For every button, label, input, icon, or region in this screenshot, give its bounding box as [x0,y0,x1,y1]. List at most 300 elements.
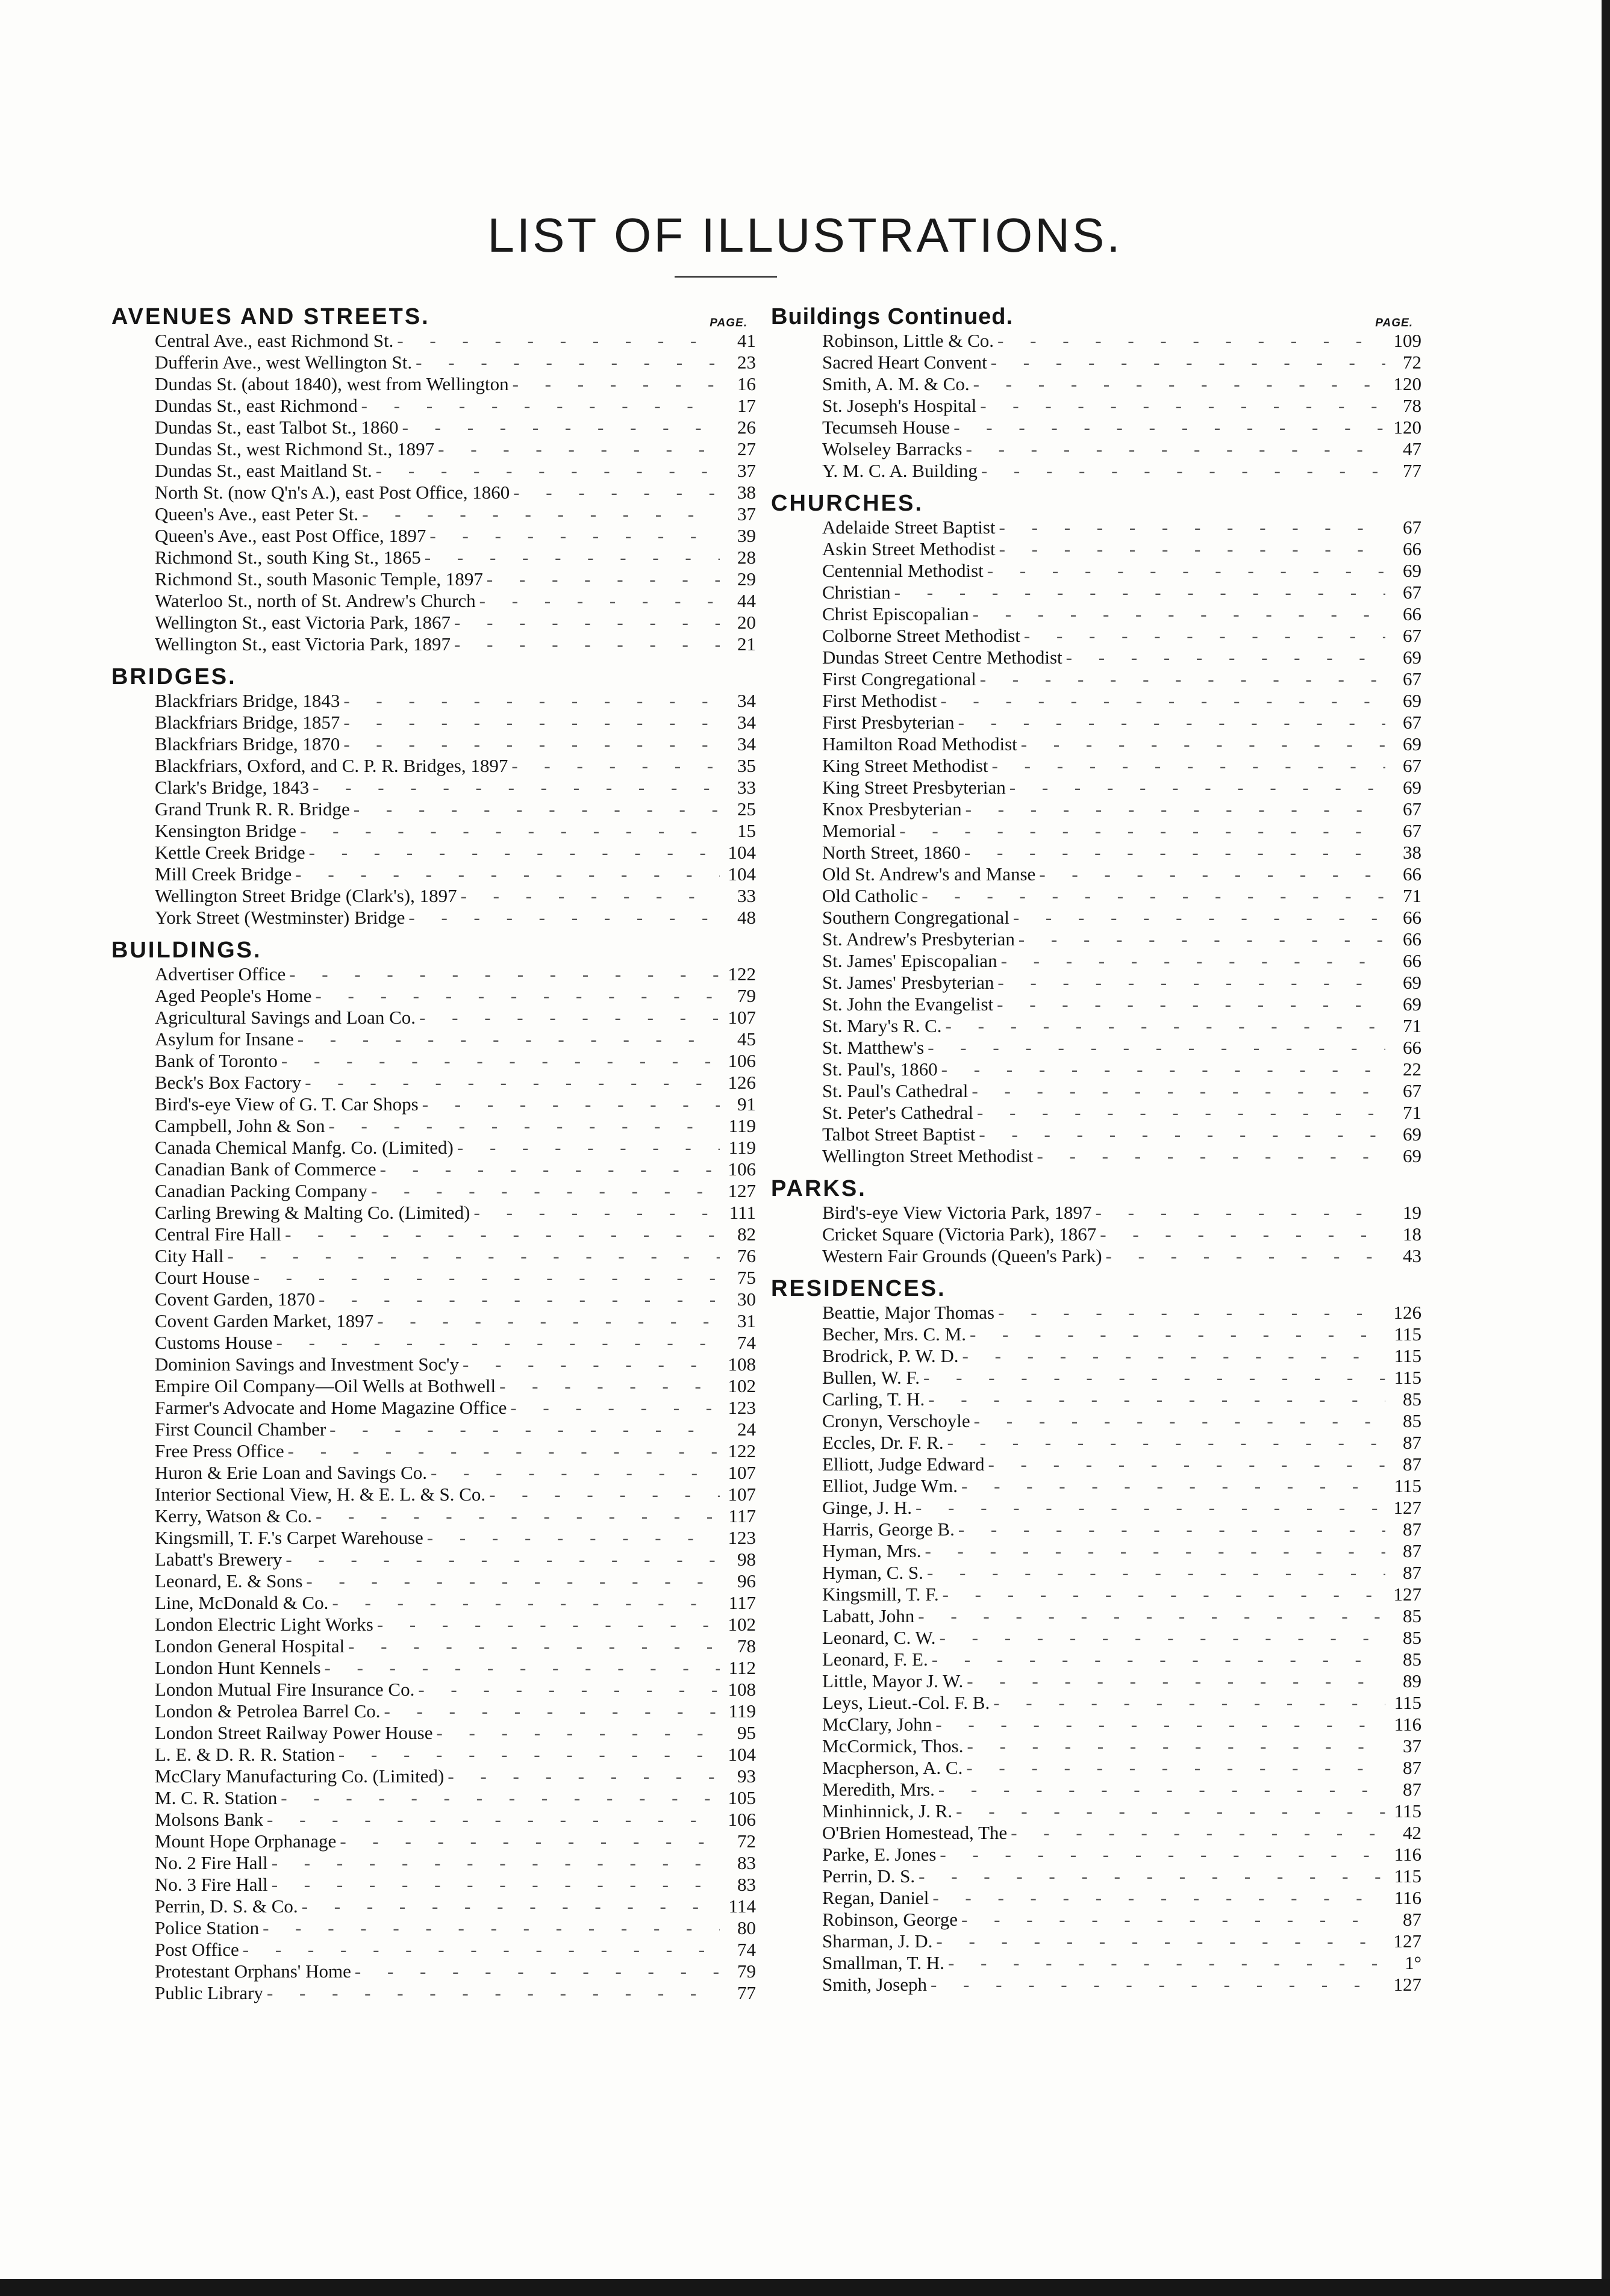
page-number: 37 [1403,1735,1421,1756]
page-number: 106 [728,1809,756,1830]
entry-label: London Electric Light Works [155,1614,373,1635]
entry-label: Tecumseh House [822,417,950,438]
leader-dashes [1006,777,1385,798]
leader-dashes [968,1080,1385,1102]
list-item [771,1584,1421,1605]
entry-label: Smith, A. M. & Co. [822,373,970,394]
entry-list [771,1202,1421,1267]
page-number: 35 [737,755,756,776]
list-item [771,907,1421,929]
entry-label: Advertiser Office [155,963,286,985]
page-number: 43 [1403,1245,1421,1266]
entry-label: Queen's Ave., east Peter St. [155,503,359,524]
entry-label: London & Petrolea Barrel Co. [155,1700,381,1722]
list-item [111,1831,756,1852]
list-item [111,547,756,568]
entry-list [771,330,1421,482]
entry-label: Line, McDonald & Co. [155,1592,329,1613]
page-number: 79 [737,985,756,1006]
entry-label: Kingsmill, T. F. [822,1584,939,1605]
entry-label: Bank of Toronto [155,1050,278,1071]
entry-label: North St. (now Q'n's A.), east Post Office, 1860 [155,482,510,503]
entry-label: Post Office [155,1939,239,1960]
page-number: 117 [728,1505,756,1526]
page-number: 107 [728,1484,756,1505]
page-number: 87 [1403,1562,1421,1583]
leader-dashes [381,1700,720,1722]
page-number: 89 [1403,1670,1421,1691]
leader-dashes [969,603,1385,625]
list-item [111,733,756,755]
leader-dashes [963,1670,1385,1692]
leader-dashes [284,1440,720,1462]
page-number: 115 [1394,1367,1421,1388]
list-item [771,1757,1421,1779]
list-item [111,1224,756,1245]
leader-dashes [936,1844,1385,1865]
list-item [111,590,756,612]
entry-label: North Street, 1860 [822,842,961,863]
page-number: 74 [737,1332,756,1353]
list-item [111,1332,756,1354]
entry-label: Little, Mayor J. W. [822,1670,964,1691]
page-number: 76 [737,1245,756,1266]
scan-edge-right [1602,0,1610,2296]
page-number: 44 [737,590,756,611]
entry-list [771,1302,1421,1996]
page-number: 96 [737,1570,756,1591]
entry-label: Blackfriars Bridge, 1857 [155,712,340,733]
page-number: 34 [737,690,756,711]
leader-dashes [1015,929,1385,950]
list-item [771,712,1421,733]
list-item [111,842,756,863]
leader-dashes [984,1454,1385,1475]
leader-dashes [1102,1245,1385,1267]
leader-dashes [326,1419,720,1440]
list-item [111,1007,756,1028]
page-number: 115 [1394,1865,1421,1887]
list-item [771,1692,1421,1714]
entry-label: Adelaide Street Baptist [822,517,996,538]
entry-label: Becher, Mrs. C. M. [822,1324,966,1345]
leader-dashes [376,1159,720,1180]
entry-label: First Council Chamber [155,1419,326,1440]
page-number: 79 [737,1961,756,1982]
list-item [111,1722,756,1744]
leader-dashes [277,1787,720,1809]
list-item [771,668,1421,690]
leader-dashes [1096,1224,1385,1245]
entry-label: Covent Garden Market, 1897 [155,1310,374,1331]
leader-dashes [937,690,1385,712]
leader-dashes [351,1961,720,1982]
page-number: 98 [737,1549,756,1570]
page-number: 66 [1403,950,1421,971]
page-number: 93 [737,1766,756,1787]
leader-dashes [994,330,1385,352]
leader-dashes [345,1635,720,1657]
entry-label: Carling, T. H. [822,1389,925,1410]
leader-dashes [963,438,1386,460]
list-item [771,950,1421,972]
page-number: 34 [737,733,756,754]
list-item [771,460,1421,482]
list-item [771,820,1421,842]
leader-dashes [964,1735,1386,1757]
leader-dashes [372,460,720,482]
page-number: 69 [1403,560,1421,581]
leader-dashes [312,1505,720,1527]
list-item [111,1766,756,1787]
list-item [111,1484,756,1505]
entry-label: Kettle Creek Bridge [155,842,305,863]
page-number: 117 [728,1592,756,1613]
page-number: 74 [737,1939,756,1960]
leader-dashes [434,438,720,460]
page-number: 120 [1393,417,1421,438]
leader-dashes [457,885,720,907]
leader-dashes [1009,907,1385,929]
leader-dashes [958,1475,1385,1497]
leader-dashes [912,1497,1385,1519]
page-number: 67 [1403,755,1421,776]
page-number: 25 [737,798,756,820]
entry-label: Dufferin Ave., west Wellington St. [155,352,413,373]
leader-dashes [296,820,720,842]
entry-label: Mount Hope Orphanage [155,1831,337,1852]
list-item [771,1627,1421,1649]
entry-list [111,330,756,655]
page-number: 126 [1393,1302,1421,1323]
entry-label: Protestant Orphans' Home [155,1961,351,1982]
page-number: 85 [1403,1649,1421,1670]
entry-label: Macpherson, A. C. [822,1757,963,1778]
leader-dashes [496,1375,720,1397]
leader-dashes [508,755,720,777]
leader-dashes [367,1180,720,1202]
right-column [771,295,1421,1996]
leader-dashes [962,798,1385,820]
entry-label: Robinson, Little & Co. [822,330,994,351]
page-number: 78 [1403,395,1421,416]
page-number: 127 [1393,1584,1421,1605]
leader-dashes [510,482,720,503]
page-number: 33 [737,885,756,906]
entry-label: L. E. & D. R. R. Station [155,1744,335,1765]
page-number: 23 [737,352,756,373]
list-item [111,373,756,395]
list-item [111,1419,756,1440]
leader-dashes [978,460,1385,482]
list-item [111,1657,756,1679]
leader-dashes [918,885,1385,907]
entry-label: St. Paul's, 1860 [822,1059,938,1080]
section-heading-residences [771,1274,1421,1302]
entry-label: Police Station [155,1917,260,1938]
entry-label: Richmond St., south Masonic Temple, 1897 [155,568,483,590]
leader-dashes [928,1649,1385,1670]
leader-dashes [470,1202,720,1224]
list-item [111,755,756,777]
leader-dashes [915,1865,1385,1887]
page-number: 18 [1403,1224,1421,1245]
page-number: 24 [737,1419,756,1440]
entry-label: No. 2 Fire Hall [155,1852,268,1873]
page-number: 105 [728,1787,756,1808]
entry-label: Perrin, D. S. & Co. [155,1896,298,1917]
page-number: 71 [1403,885,1421,906]
list-item [111,712,756,733]
section-heading-text: Buildings Continued. [771,304,1014,329]
leader-dashes [451,633,720,655]
entry-label: Leonard, C. W. [822,1627,936,1648]
leader-dashes [975,1124,1385,1145]
entry-label: Christian [822,582,891,603]
entry-label: Robinson, George [822,1909,958,1930]
page-number: 127 [1393,1930,1421,1952]
list-item [771,755,1421,777]
page-number: 111 [729,1202,756,1223]
leader-dashes [311,985,720,1007]
leader-dashes [421,547,720,568]
page-number: 66 [1403,603,1421,624]
leader-dashes [239,1939,720,1961]
page-number: 104 [728,1744,756,1765]
entry-label: Southern Congregational [822,907,1009,928]
list-item [771,1345,1421,1367]
list-item [111,395,756,417]
entry-label: Kingsmill, T. F.'s Carpet Warehouse [155,1527,423,1548]
leader-dashes [340,733,720,755]
left-column [111,295,756,2004]
leader-dashes [476,590,720,612]
leader-dashes [427,1462,720,1484]
page-column-label: PAGE. [1375,317,1413,329]
entry-label: Labatt, John [822,1605,915,1626]
entry-label: Wellington St., east Victoria Park, 1897 [155,633,451,655]
page-number: 85 [1403,1389,1421,1410]
page-number: 109 [1393,330,1421,351]
entry-label: Cricket Square (Victoria Park), 1867 [822,1224,1097,1245]
page-number: 67 [1403,712,1421,733]
title-rule [675,276,777,278]
entry-label: King Street Presbyterian [822,777,1006,798]
list-item [111,1505,756,1527]
leader-dashes [483,568,720,590]
leader-dashes [485,1484,720,1505]
page-number: 87 [1403,1454,1421,1475]
leader-dashes [927,1974,1385,1996]
page-number: 69 [1403,1145,1421,1166]
list-item [111,330,756,352]
entry-label: Ginge, J. H. [822,1497,912,1518]
page-number: 67 [1403,582,1421,603]
list-item [111,885,756,907]
page-number: 22 [1403,1059,1421,1080]
leader-dashes [942,1015,1385,1037]
page-number: 41 [737,330,756,351]
leader-dashes [1007,1822,1385,1844]
leader-dashes [1035,863,1385,885]
page-number: 66 [1403,907,1421,928]
list-item [111,633,756,655]
list-item [771,1887,1421,1909]
page-number: 69 [1403,690,1421,711]
page-number: 78 [737,1635,756,1657]
leader-dashes [996,517,1385,538]
leader-dashes [966,1324,1385,1345]
entry-label: St. Andrew's Presbyterian [822,929,1015,950]
page-number: 119 [728,1700,756,1722]
entry-label: St. Joseph's Hospital [822,395,977,416]
list-item [111,460,756,482]
page-number: 87 [1403,1540,1421,1561]
leader-dashes [921,1540,1385,1562]
page-number: 122 [728,963,756,985]
entry-label: King Street Methodist [822,755,988,776]
list-item [771,603,1421,625]
page-number: 83 [737,1852,756,1873]
leader-dashes [416,1007,720,1028]
leader-dashes [292,863,720,885]
list-item [771,1930,1421,1952]
page-number: 66 [1403,1037,1421,1058]
leader-dashes [936,1627,1385,1649]
section-heading-buildings [111,936,756,963]
list-item [771,517,1421,538]
list-item [771,777,1421,798]
page-number: 116 [1394,1714,1421,1735]
entry-label: Memorial [822,820,896,841]
leader-dashes [1092,1202,1385,1224]
list-item [111,1050,756,1072]
entry-label: St. John the Evangelist [822,994,994,1015]
page-number: 126 [728,1072,756,1093]
entry-label: Perrin, D. S. [822,1865,916,1887]
entry-label: Talbot Street Baptist [822,1124,976,1145]
list-item [111,1982,756,2004]
entry-label: London Street Railway Power House [155,1722,433,1743]
page-number: 27 [737,438,756,459]
entry-label: Knox Presbyterian [822,798,962,820]
entry-label: Cronyn, Verschoyle [822,1410,970,1431]
leader-dashes [1034,1145,1385,1167]
leader-dashes [302,1570,720,1592]
page-number: 87 [1403,1909,1421,1930]
entry-label: Beattie, Major Thomas [822,1302,995,1323]
page-number: 123 [728,1397,756,1418]
list-item [111,1744,756,1766]
page-number: 119 [728,1115,756,1136]
leader-dashes [282,1549,720,1570]
list-item [771,1865,1421,1887]
leader-dashes [315,1289,720,1310]
list-item [771,1432,1421,1454]
leader-dashes [961,842,1385,863]
list-item [111,1180,756,1202]
leader-dashes [281,1224,720,1245]
list-item [771,1454,1421,1475]
list-item [111,777,756,798]
leader-dashes [350,798,720,820]
entry-label: Canadian Packing Company [155,1180,367,1201]
page-number: 115 [1394,1800,1421,1822]
leader-dashes [896,820,1385,842]
entry-label: Blackfriars, Oxford, and C. P. R. Bridges, 1897 [155,755,508,776]
list-item [111,1094,756,1115]
leader-dashes [988,755,1385,777]
list-item [771,1670,1421,1692]
entry-list [771,517,1421,1167]
leader-dashes [325,1115,720,1137]
entry-label: Covent Garden, 1870 [155,1289,316,1310]
entry-label: Leonard, F. E. [822,1649,928,1670]
page-number: 127 [1393,1974,1421,1995]
list-item [111,1809,756,1831]
entry-label: Grand Trunk R. R. Bridge [155,798,350,820]
leader-dashes [309,777,720,798]
entry-label: Interior Sectional View, H. & E. L. & S. Co. [155,1484,486,1505]
page-number: 119 [728,1137,756,1158]
entry-label: Dundas St. (about 1840), west from Wellington [155,373,509,394]
entry-label: Smith, Joseph [822,1974,927,1995]
page-number: 115 [1394,1475,1421,1496]
page-number: 85 [1403,1605,1421,1626]
entry-label: St. James' Presbyterian [822,972,994,993]
entry-label: St. Matthew's [822,1037,925,1058]
entry-label: Dundas St., west Richmond St., 1897 [155,438,435,459]
entry-label: Mill Creek Bridge [155,863,292,885]
page-number: 66 [1403,863,1421,885]
page-number: 69 [1403,1124,1421,1145]
entry-label: First Methodist [822,690,937,711]
list-item [771,1714,1421,1735]
leader-dashes [935,1779,1385,1800]
list-item [111,907,756,929]
leader-dashes [373,1310,720,1332]
entry-label: Huron & Erie Loan and Savings Co. [155,1462,428,1483]
entry-label: First Congregational [822,668,976,689]
list-item [771,1059,1421,1080]
entry-label: Customs House [155,1332,273,1353]
section-heading-text: BUILDINGS. [111,938,262,963]
list-item [111,1961,756,1982]
leader-dashes [454,1137,720,1159]
entry-label: Hamilton Road Methodist [822,733,1017,754]
leader-dashes [1017,733,1385,755]
section-heading-text: PARKS. [771,1176,867,1201]
list-item [111,1159,756,1180]
leader-dashes [944,1432,1385,1454]
page-number: 112 [728,1657,756,1678]
page-number: 71 [1403,1015,1421,1036]
page-number: 69 [1403,994,1421,1015]
leader-dashes [509,373,720,395]
entry-label: Central Fire Hall [155,1224,282,1245]
page-number: 26 [737,417,756,438]
entry-label: Aged People's Home [155,985,312,1006]
entry-label: Labatt's Brewery [155,1549,282,1570]
entry-label: Campbell, John & Son [155,1115,325,1136]
leader-dashes [419,1094,720,1115]
leader-dashes [959,1345,1386,1367]
page-number: 116 [1394,1844,1421,1865]
leader-dashes [997,950,1385,972]
entry-label: Bird's-eye View Victoria Park, 1897 [822,1202,1092,1223]
leader-dashes [987,352,1385,373]
leader-dashes [405,907,720,929]
